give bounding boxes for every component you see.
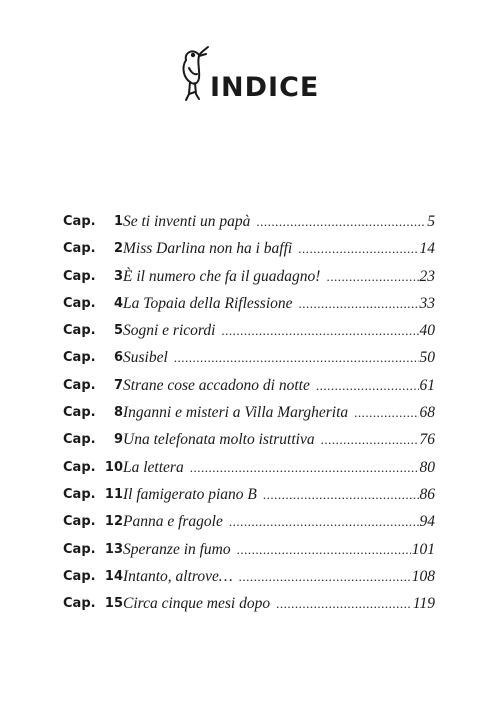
chapter-title: Susibel [123,349,168,367]
page-number: 76 [419,431,435,449]
table-of-contents [63,208,435,617]
chapter-num: 4 [113,295,123,311]
chapter-number [63,481,123,508]
chapter-number [63,208,123,235]
chapter-entry [123,208,435,235]
chapter-num: 10 [104,459,123,475]
leader-dots [316,372,419,399]
toc-row[interactable] [63,563,435,590]
chapter-number [63,508,123,535]
toc-row[interactable] [63,590,435,617]
toc-row[interactable] [63,508,435,535]
page-number: 50 [419,349,435,367]
chapter-title: Una telefonata molto istruttiva [123,431,315,449]
chapter-number [63,590,123,617]
toc-row[interactable] [63,372,435,399]
toc-row[interactable] [63,235,435,262]
chapter-title: Intanto, altrove… [123,567,233,585]
chapter-prefix: Cap. [63,377,96,393]
page-number: 40 [419,322,435,340]
chapter-entry [123,344,435,371]
toc-row[interactable] [63,399,435,426]
chapter-number [63,454,123,481]
chapter-entry [123,426,435,453]
chapter-num: 12 [104,514,123,530]
leader-dots [239,563,411,590]
chapter-entry [123,263,435,290]
chapter-num: 11 [104,486,123,502]
leader-dots [237,536,411,563]
chapter-prefix: Cap. [63,241,96,257]
toc-row[interactable] [63,426,435,453]
leader-dots [326,263,418,290]
leader-dots [276,590,412,617]
leader-dots [299,290,419,317]
chapter-entry [123,590,435,617]
chapter-number [63,317,123,344]
page-number: 14 [419,240,435,258]
chapter-prefix: Cap. [63,323,96,339]
chapter-title: La Topaia della Riflessione [123,294,293,312]
page-number: 101 [411,540,435,558]
chapter-num: 8 [113,405,123,421]
chapter-title: La lettera [123,458,184,476]
chapter-title: Speranze in fumo [123,540,231,558]
chapter-number [63,563,123,590]
toc-row[interactable] [63,344,435,371]
chapter-title: Panna e fragole [123,513,223,531]
chapter-prefix: Cap. [63,568,96,584]
chapter-prefix: Cap. [63,541,96,557]
chapter-title: Circa cinque mesi dopo [123,595,271,613]
page-number: 86 [419,485,435,503]
page-number: 23 [419,267,435,285]
chapter-prefix: Cap. [63,295,96,311]
chapter-num: 6 [113,350,123,366]
chapter-number [63,426,123,453]
chapter-number [63,235,123,262]
chapter-number [63,372,123,399]
chapter-title: Strane cose accadono di notte [123,376,310,394]
chapter-prefix: Cap. [63,214,96,229]
page-number: 61 [419,376,435,394]
chapter-number [63,263,123,290]
chapter-title: Inganni e misteri a Villa Margherita [123,404,349,422]
chapter-number [63,536,123,563]
chapter-prefix: Cap. [63,514,96,530]
page-number: 119 [412,595,435,613]
chapter-num: 13 [104,541,123,557]
chapter-title: Il famigerato piano B [123,485,257,503]
leader-dots [298,235,418,262]
chapter-num: 9 [113,432,123,448]
chapter-entry [123,399,435,426]
chapter-title: Se ti inventi un papà [123,213,251,230]
leader-dots [221,317,418,344]
page-number: 94 [419,513,435,531]
chapter-entry [123,372,435,399]
chapter-num: 14 [104,568,123,584]
chapter-entry [123,235,435,262]
chapter-entry [123,290,435,317]
chapter-num: 2 [113,241,123,257]
page-header [0,42,500,112]
toc-row[interactable] [63,536,435,563]
chapter-prefix: Cap. [63,268,96,284]
chapter-entry [123,536,435,563]
chapter-entry [123,317,435,344]
toc-row[interactable] [63,454,435,481]
chapter-entry [123,563,435,590]
chapter-num: 15 [104,596,123,612]
chapter-title: È il numero che fa il guadagno! [123,267,321,285]
chapter-entry [123,454,435,481]
leader-dots [174,344,419,371]
page-number: 5 [427,213,435,230]
chapter-prefix: Cap. [63,405,96,421]
chapter-num: 1 [113,214,123,229]
chapter-prefix: Cap. [63,596,96,612]
chapter-entry [123,508,435,535]
chapter-entry [123,481,435,508]
leader-dots [321,426,419,453]
chapter-number [63,399,123,426]
page-number: 33 [419,294,435,312]
chapter-prefix: Cap. [63,350,96,366]
chapter-number [63,344,123,371]
chapter-prefix: Cap. [63,486,96,502]
leader-dots [263,481,419,508]
leader-dots [229,508,419,535]
toc-row[interactable] [63,481,435,508]
chapter-number [63,290,123,317]
toc-row[interactable] [63,208,435,235]
chapter-prefix: Cap. [63,459,96,475]
leader-dots [256,208,426,235]
chapter-title: Sogni e ricordi [123,322,216,340]
chapter-prefix: Cap. [63,432,96,448]
page-number: 80 [419,458,435,476]
page-title: INDICE [210,72,320,103]
page-number: 108 [411,567,435,585]
toc-row[interactable] [63,263,435,290]
chapter-title: Miss Darlina non ha i baffi [123,240,293,258]
chapter-num: 5 [113,323,123,339]
toc-row[interactable] [63,290,435,317]
chapter-num: 3 [113,268,123,284]
page-number: 68 [419,404,435,422]
toc-row[interactable] [63,317,435,344]
chapter-num: 7 [113,377,123,393]
leader-dots [354,399,418,426]
leader-dots [190,454,419,481]
